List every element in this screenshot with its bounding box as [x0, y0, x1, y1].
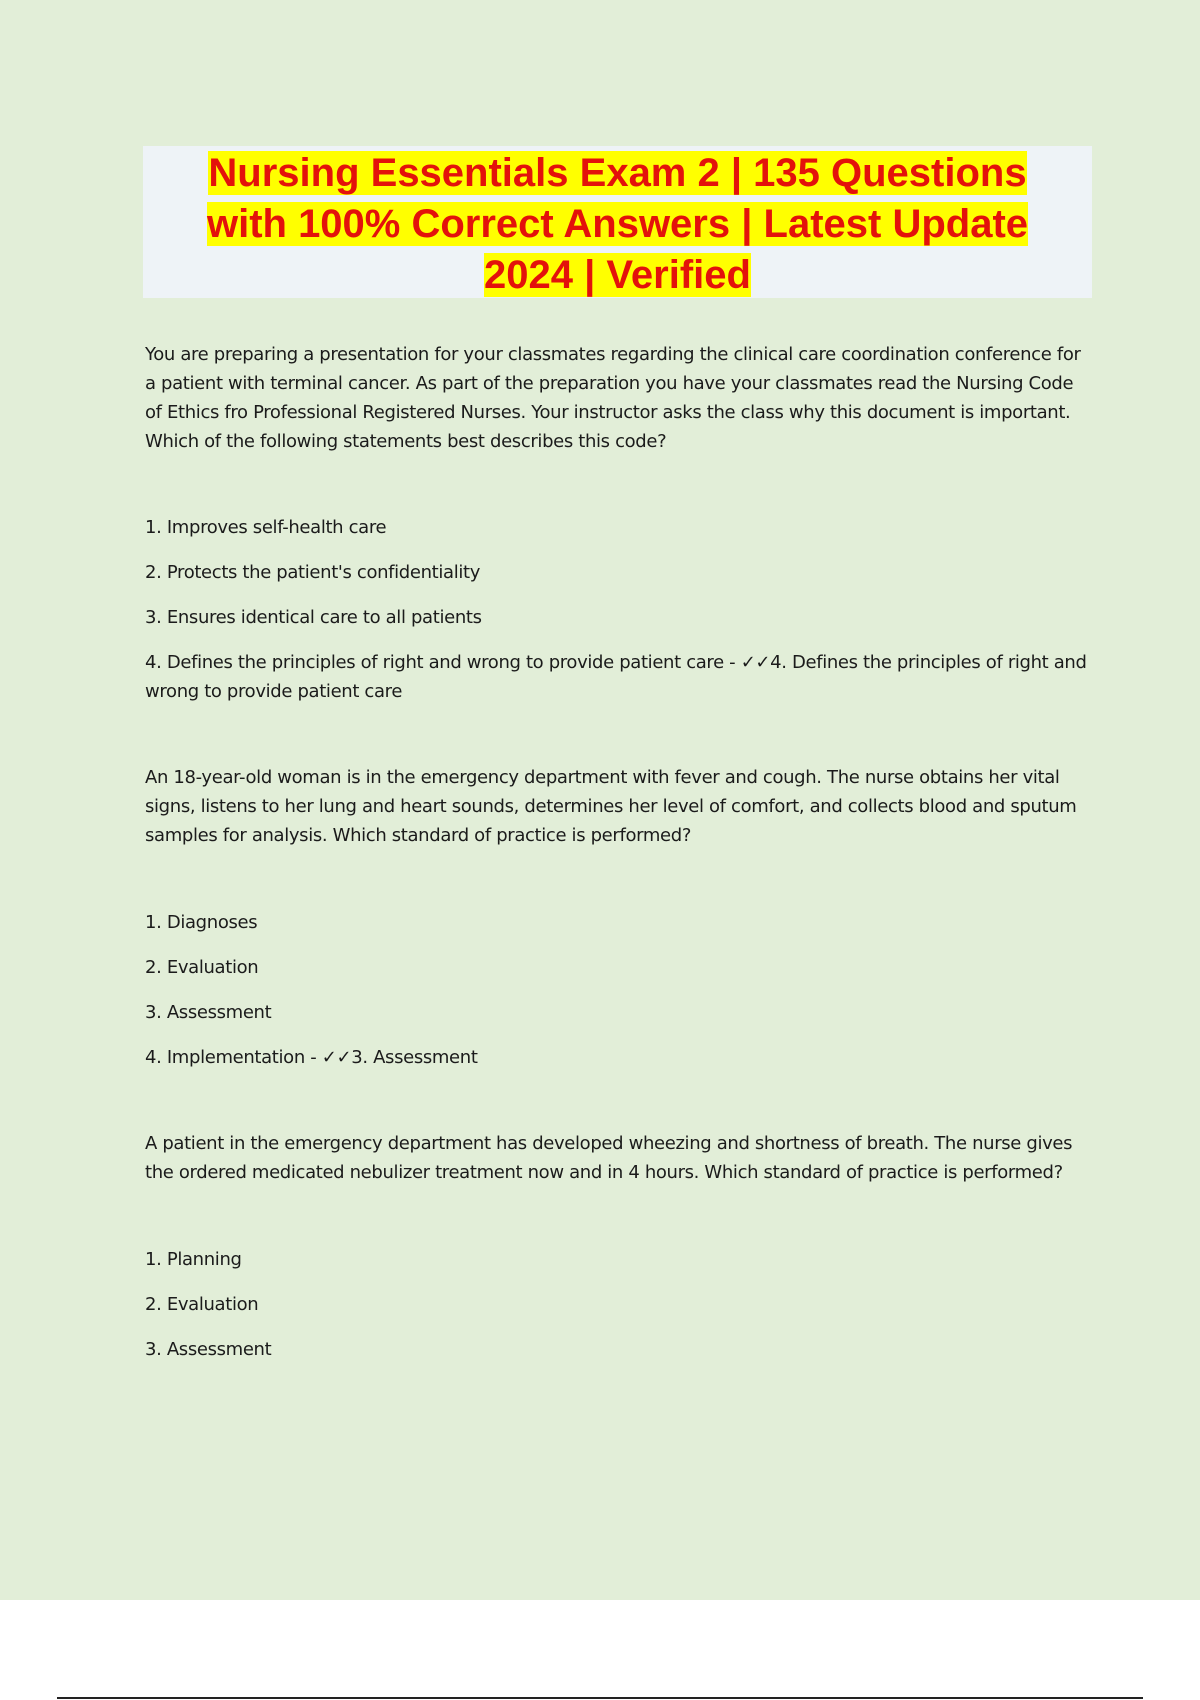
answer-option: 2. Protects the patient's confidentiality: [145, 562, 481, 583]
document-title: [143, 148, 1092, 301]
question-text: An 18-year-old woman is in the emergency department with fever and cough. The nurse obtains her vital signs, listens to her lung and heart sounds, determines her level of comfort, and collects blood and sputum samples for analysis. Which standard of practice is performed?: [145, 767, 1077, 846]
answer-option: 3. Assessment: [145, 1339, 272, 1360]
question-block-2: [145, 763, 1095, 1072]
footer-divider: [57, 1697, 1143, 1699]
question-text: A patient in the emergency department has developed wheezing and shortness of breath. The nurse gives the ordered medicated nebulizer treatment now and in 4 hours. Which standard of practice is performed?: [145, 1133, 1073, 1183]
answer-option: 3. Ensures identical care to all patients: [145, 607, 482, 628]
answer-option: 1. Diagnoses: [145, 912, 258, 933]
answer-option: 2. Evaluation: [145, 957, 259, 978]
title-line-2: with 100% Correct Answers | Latest Update: [206, 202, 1029, 246]
answer-option-with-key: 4. Implementation - ✓✓3. Assessment: [145, 1047, 478, 1068]
title-box: [143, 146, 1092, 298]
answer-options: [145, 908, 1095, 1072]
answer-option: 1. Improves self-health care: [145, 517, 387, 538]
question-block-3: [145, 1129, 1095, 1364]
question-block-1: [145, 340, 1095, 706]
document-content: [145, 340, 1095, 1364]
answer-option: 2. Evaluation: [145, 1294, 259, 1315]
title-line-1: Nursing Essentials Exam 2 | 135 Questions: [208, 151, 1027, 195]
title-line-3: 2024 | Verified: [484, 253, 751, 297]
answer-option: 1. Planning: [145, 1249, 242, 1270]
answer-option-with-key: 4. Defines the principles of right and wrong to provide patient care - ✓✓4. Defines the principles of right and wrong to provide patient care: [145, 652, 1087, 702]
answer-options: [145, 513, 1095, 706]
question-text: You are preparing a presentation for your classmates regarding the clinical care coordination conference for a patient with terminal cancer. As part of the preparation you have your classmates read the Nursing Code of Ethics fro Professional Registered Nurses. Your instructor asks the class why this document is important. Which of the following statements best describes this code?: [145, 344, 1081, 452]
answer-option: 3. Assessment: [145, 1002, 272, 1023]
answer-options: [145, 1245, 1095, 1364]
